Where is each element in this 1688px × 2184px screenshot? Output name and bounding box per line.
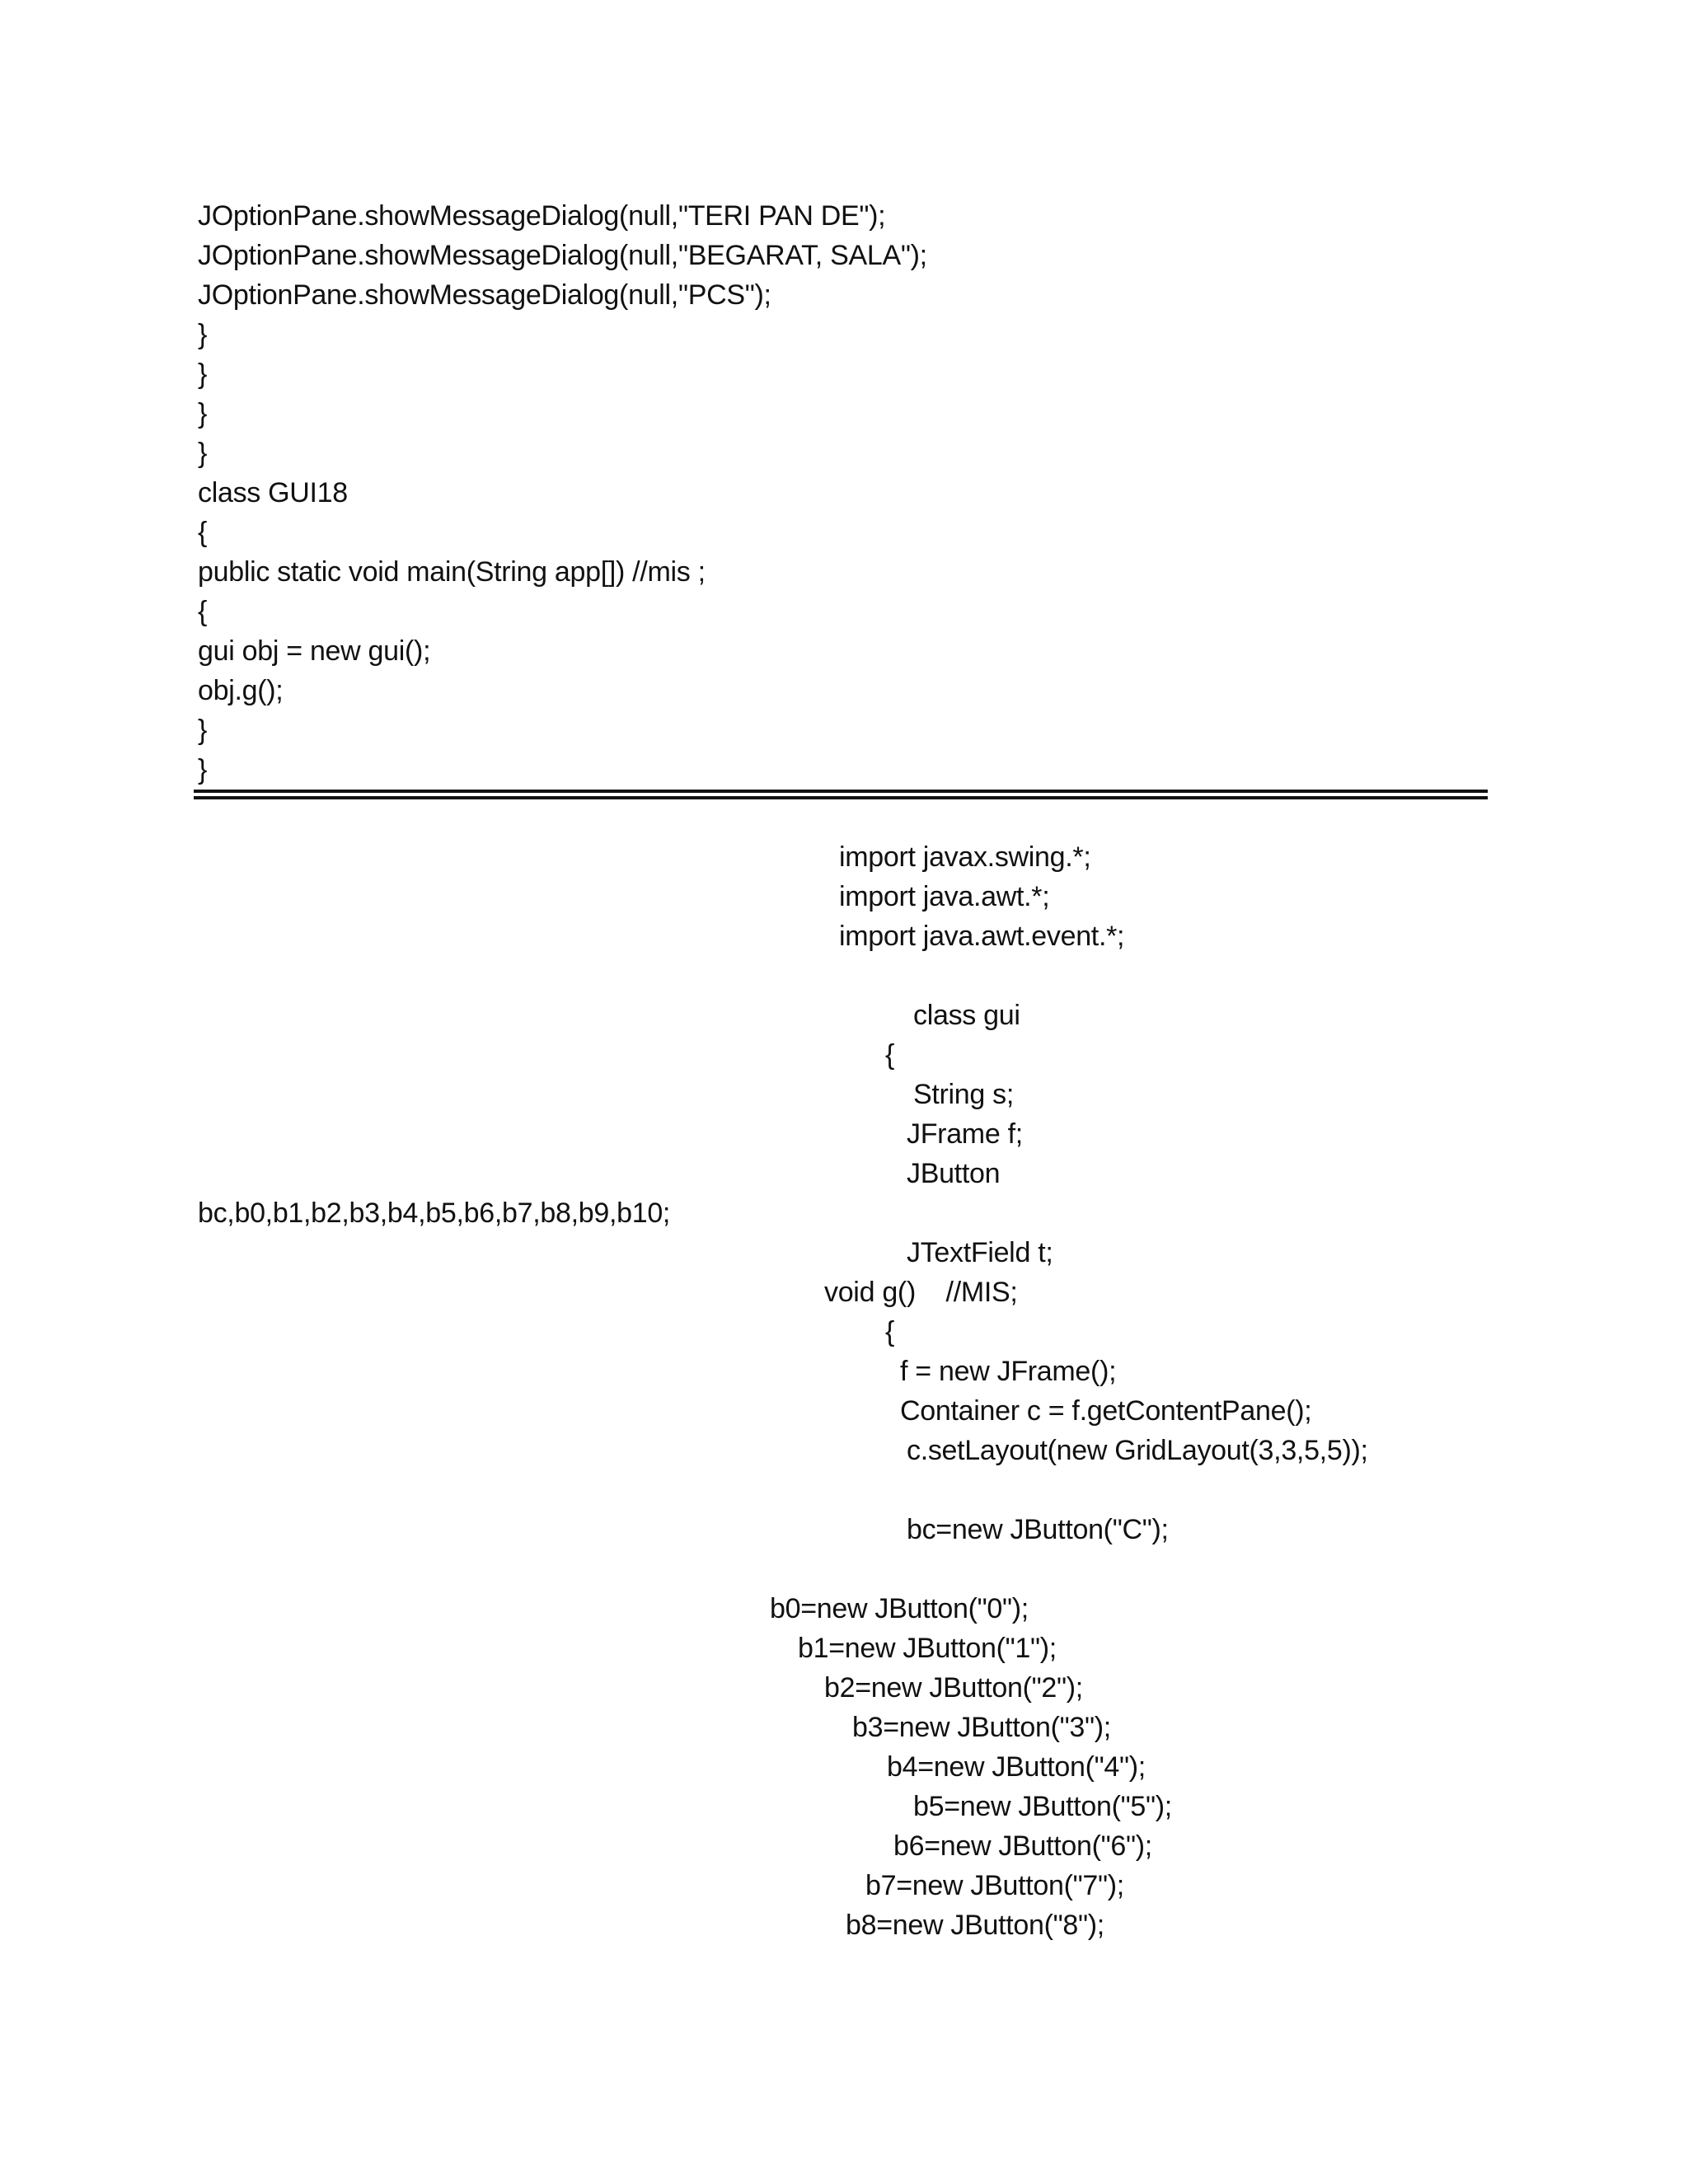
code-line: b7=new JButton("7"); [865,1870,1124,1901]
code-line: } [198,319,208,350]
code-line: void g() //MIS; [824,1277,1018,1308]
code-line: f = new JFrame(); [900,1356,1117,1387]
code-line: b5=new JButton("5"); [913,1791,1172,1822]
code-line: b6=new JButton("6"); [893,1830,1152,1862]
code-line: JTextField t; [907,1237,1053,1268]
code-line: JOptionPane.showMessageDialog(null,"BEGARAT, SALA"); [198,240,927,271]
code-line: b3=new JButton("3"); [852,1712,1111,1743]
code-line: bc=new JButton("C"); [907,1514,1169,1545]
code-line: JOptionPane.showMessageDialog(null,"PCS"); [198,279,771,311]
code-line: public static void main(String app[]) //mis ; [198,556,706,588]
code-line: b8=new JButton("8"); [846,1910,1104,1941]
code-line: gui obj = new gui(); [198,635,431,667]
code-line: b4=new JButton("4"); [887,1751,1146,1783]
code-line: JFrame f; [907,1118,1023,1150]
code-line: class GUI18 [198,477,348,509]
code-line: { [198,517,208,548]
code-line: { [885,1039,895,1071]
code-line: bc,b0,b1,b2,b3,b4,b5,b6,b7,b8,b9,b10; [198,1197,671,1229]
code-line: JOptionPane.showMessageDialog(null,"TERI PAN DE"); [198,200,886,232]
code-line: Container c = f.getContentPane(); [900,1395,1312,1427]
code-line: class gui [913,1000,1020,1031]
code-line: } [198,398,208,429]
code-line: { [198,596,208,627]
code-line: import javax.swing.*; [839,841,1091,873]
code-line: b0=new JButton("0"); [770,1593,1029,1624]
code-line: JButton [907,1158,1001,1189]
code-line: } [198,438,208,469]
code-line: obj.g(); [198,675,284,706]
code-line: b1=new JButton("1"); [798,1633,1057,1664]
code-line: b2=new JButton("2"); [824,1672,1083,1704]
code-line: } [198,754,208,785]
code-line: } [198,715,208,746]
code-line: } [198,359,208,390]
code-line: import java.awt.event.*; [839,921,1125,952]
double-rule-bottom [194,796,1488,799]
code-line: import java.awt.*; [839,881,1050,912]
double-rule-top [194,790,1488,793]
code-line: String s; [913,1079,1015,1110]
code-line: c.setLayout(new GridLayout(3,3,5,5)); [907,1435,1368,1466]
code-line: { [885,1316,895,1347]
